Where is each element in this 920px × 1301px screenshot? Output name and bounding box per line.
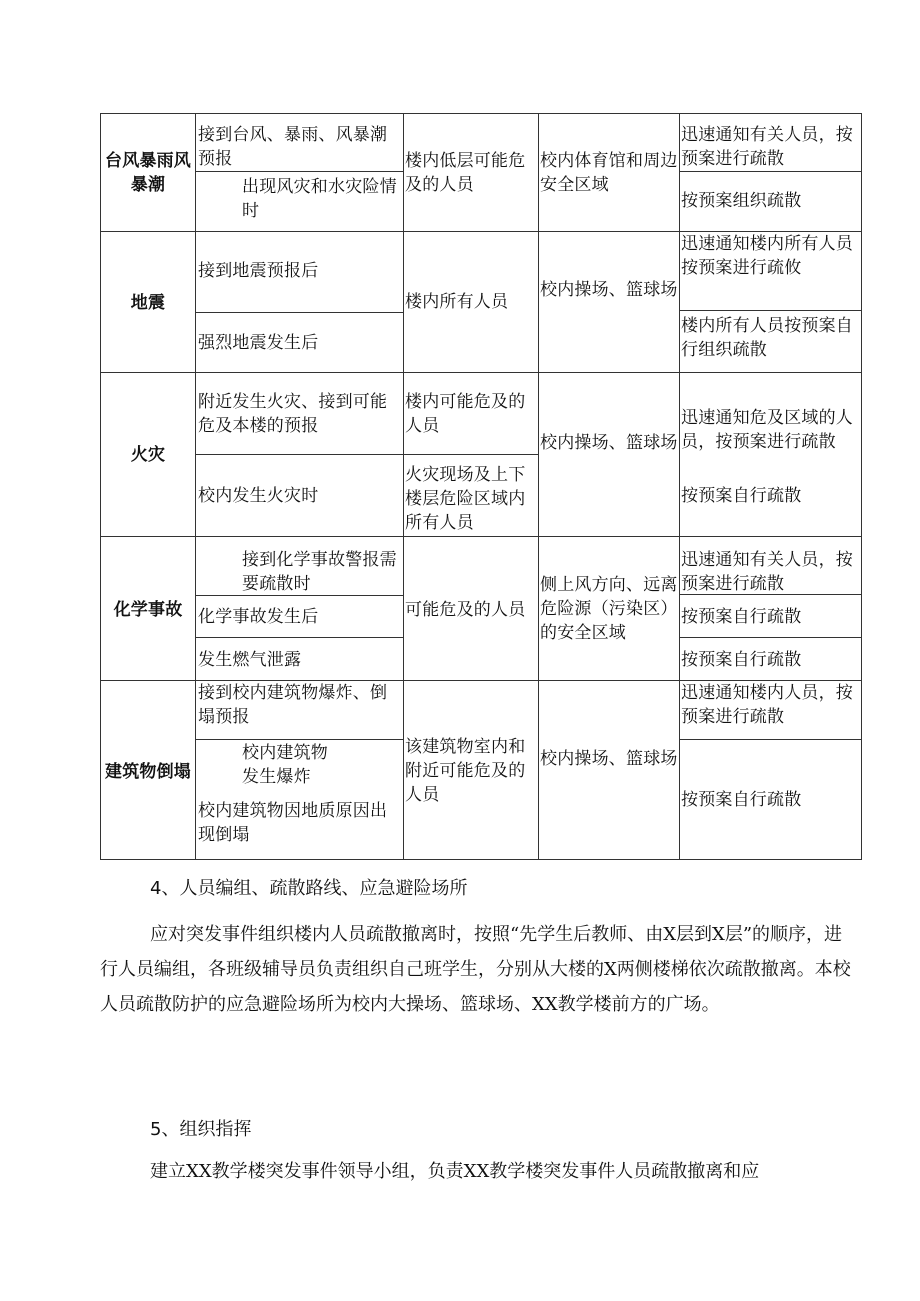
- trigger-cell: 接到化学事故警报需要疏散时: [242, 550, 397, 594]
- place-cell: 校内操场、篮球场: [540, 280, 678, 300]
- action-cell: 按预案自行疏散: [681, 607, 802, 627]
- category-typhoon: 台风暴雨风暴潮: [105, 151, 191, 195]
- action-cell: 迅速通知危及区域的人员，按预案进行疏散: [681, 408, 853, 452]
- section-4-body: [100, 917, 860, 1022]
- trigger-cell: 发生爆炸: [242, 767, 311, 787]
- trigger-cell: 出现风灾和水灾险情时: [242, 177, 397, 221]
- trigger-cell: 校内建筑物因地质原因出现倒塌: [198, 801, 388, 845]
- section-5-body: [100, 1160, 860, 1184]
- category-collapse: 建筑物倒塌: [105, 762, 191, 782]
- scope-cell: 楼内可能危及的人员: [405, 392, 526, 436]
- scope-cell: 楼内低层可能危及的人员: [405, 151, 526, 195]
- category-earthquake: 地震: [130, 293, 166, 313]
- trigger-cell: 校内建筑物: [242, 743, 328, 763]
- action-cell: 迅速通知有关人员，按预案进行疏散: [681, 125, 853, 169]
- section-4-heading: 4、人员编组、疏散路线、应急避险场所: [150, 878, 468, 899]
- trigger-cell: 强烈地震发生后: [198, 333, 319, 353]
- action-cell: 迅速通知有关人员，按预案进行疏散: [681, 550, 853, 594]
- trigger-cell: 接到校内建筑物爆炸、倒塌预报: [198, 683, 388, 727]
- scope-cell: 该建筑物室内和附近可能危及的人员: [405, 737, 526, 805]
- trigger-cell: 化学事故发生后: [198, 607, 319, 627]
- scope-cell: 楼内所有人员: [405, 292, 509, 312]
- action-cell: 按预案组织疏散: [681, 191, 802, 211]
- place-cell: 校内操场、篮球场: [540, 433, 678, 453]
- action-cell: 迅速通知楼内人员，按预案进行疏散: [681, 683, 853, 727]
- section-5-heading: 5、组织指挥: [150, 1119, 252, 1140]
- section-5-text: 建立XX教学楼突发事件领导小组，负责XX教学楼突发事件人员疏散撤离和应: [150, 1161, 760, 1182]
- scope-cell: 可能危及的人员: [405, 600, 526, 620]
- trigger-cell: 附近发生火灾、接到可能危及本楼的预报: [198, 392, 388, 436]
- place-cell: 校内操场、篮球场: [540, 749, 678, 769]
- action-cell: 按预案自行疏散: [681, 486, 802, 506]
- evacuation-table: [100, 113, 862, 860]
- trigger-cell: 发生燃气泄露: [198, 650, 302, 670]
- trigger-cell: 校内发生火灾时: [198, 486, 319, 506]
- place-cell: 校内体育馆和周边安全区域: [540, 151, 678, 195]
- trigger-cell: 接到地震预报后: [198, 261, 319, 281]
- action-cell: 按预案自行疏散: [681, 650, 802, 670]
- place-cell: 侧上风方向、远离危险源（污染区）的安全区域: [540, 575, 678, 643]
- action-cell: 迅速通知楼内所有人员按预案进行疏攸: [681, 234, 853, 278]
- action-cell: 按预案自行疏散: [681, 790, 802, 810]
- category-fire: 火灾: [130, 445, 166, 465]
- trigger-cell: 接到台风、暴雨、风暴潮预报: [198, 125, 388, 169]
- action-cell: 楼内所有人员按预案自行组织疏散: [681, 316, 853, 360]
- category-chemical: 化学事故: [113, 600, 183, 620]
- section-4-text: 应对突发事件组织楼内人员疏散撤离时，按照“先学生后教师、由X层到X层”的顺序，进行人员编组，各班级辅导员负责组织自己班学生，分别从大楼的X两侧楼梯依次疏散撤离。本校人员疏散防护的应急避险场所为校内大操场、篮球场、XX教学楼前方的广场。: [100, 924, 851, 1015]
- scope-cell: 火灾现场及上下楼层危险区域内所有人员: [405, 465, 526, 533]
